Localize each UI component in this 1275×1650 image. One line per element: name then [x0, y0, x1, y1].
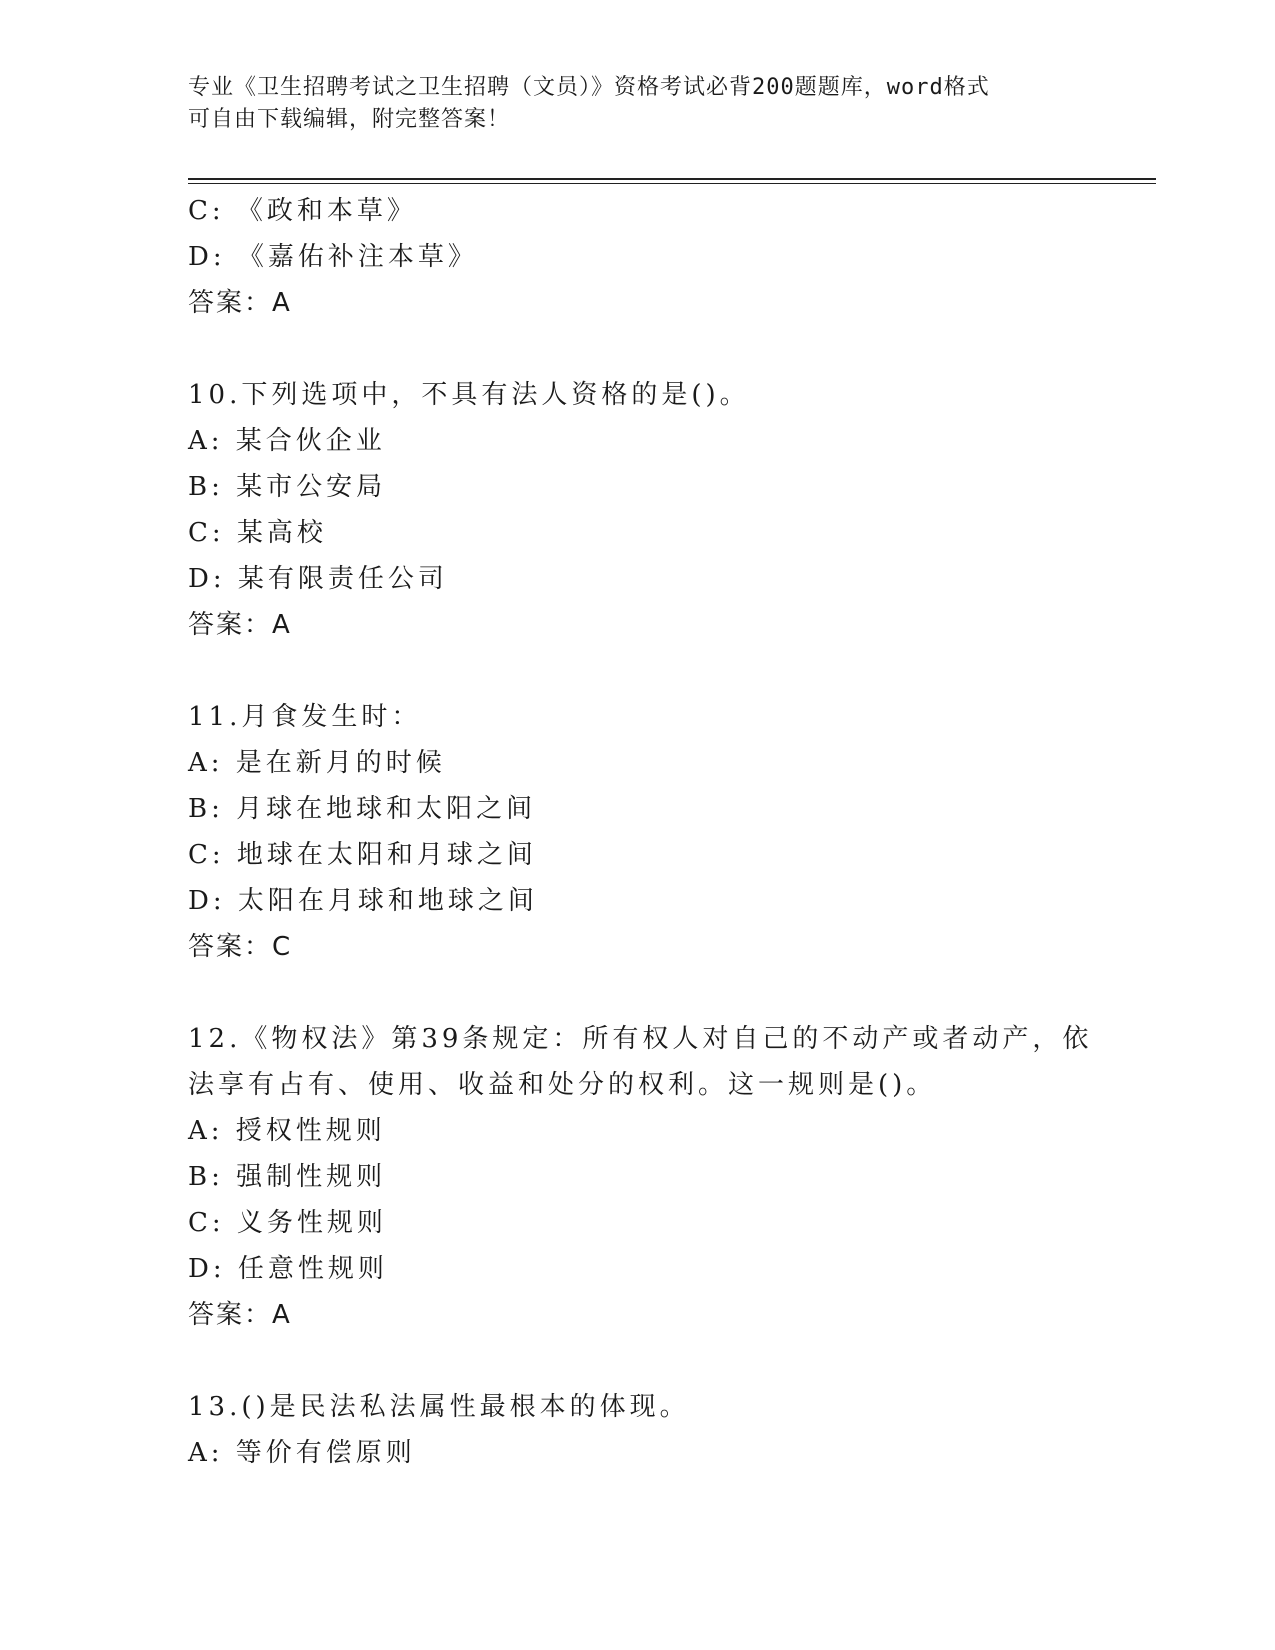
- question-13: [188, 1384, 1108, 1476]
- option-c: C: 义务性规则: [188, 1208, 387, 1238]
- option-c: C: 地球在太阳和月球之间: [188, 840, 537, 870]
- question-10: [188, 372, 1108, 648]
- question-text-line-2: 法享有占有、使用、收益和处分的权利。这一规则是()。: [188, 1070, 937, 1100]
- option-b: B: 月球在地球和太阳之间: [188, 794, 537, 824]
- option-d: D: 某有限责任公司: [188, 564, 448, 594]
- option-b: B: 某市公安局: [188, 472, 387, 502]
- option-a: A: 是在新月的时候: [188, 748, 446, 778]
- answer: 答案：C: [188, 932, 293, 962]
- option-d: D: 太阳在月球和地球之间: [188, 886, 538, 916]
- answer: 答案：A: [188, 610, 292, 640]
- spacer: [188, 970, 1108, 1016]
- option-b: B: 强制性规则: [188, 1162, 387, 1192]
- spacer: [188, 326, 1108, 372]
- option-c: C: 《政和本草》: [188, 196, 417, 226]
- question-text-line-1: 12.《物权法》第39条规定：所有权人对自己的不动产或者动产，依: [188, 1024, 1093, 1054]
- question-text: 13.()是民法私法属性最根本的体现。: [188, 1392, 690, 1422]
- question-12: [188, 1016, 1108, 1338]
- document-header: [188, 72, 1088, 136]
- header-divider-thick: [188, 178, 1156, 180]
- option-d: D: 任意性规则: [188, 1254, 388, 1284]
- question-list: [188, 188, 1108, 1476]
- header-line-1: 专业《卫生招聘考试之卫生招聘（文员）》资格考试必背200题题库，word格式: [188, 75, 990, 100]
- question-11: [188, 694, 1108, 970]
- question-text: 10.下列选项中，不具有法人资格的是()。: [188, 380, 750, 410]
- option-d: D: 《嘉佑补注本草》: [188, 242, 478, 272]
- option-a: A: 某合伙企业: [188, 426, 386, 456]
- answer: 答案：A: [188, 1300, 292, 1330]
- option-a: A: 等价有偿原则: [188, 1438, 416, 1468]
- question-text: 11.月食发生时：: [188, 702, 422, 732]
- spacer: [188, 1338, 1108, 1384]
- option-c: C: 某高校: [188, 518, 327, 548]
- option-a: A: 授权性规则: [188, 1116, 386, 1146]
- question-9-tail: [188, 188, 1108, 326]
- header-divider-thin: [188, 183, 1156, 184]
- answer: 答案：A: [188, 288, 292, 318]
- spacer: [188, 648, 1108, 694]
- header-line-2: 可自由下载编辑，附完整答案！: [188, 107, 511, 132]
